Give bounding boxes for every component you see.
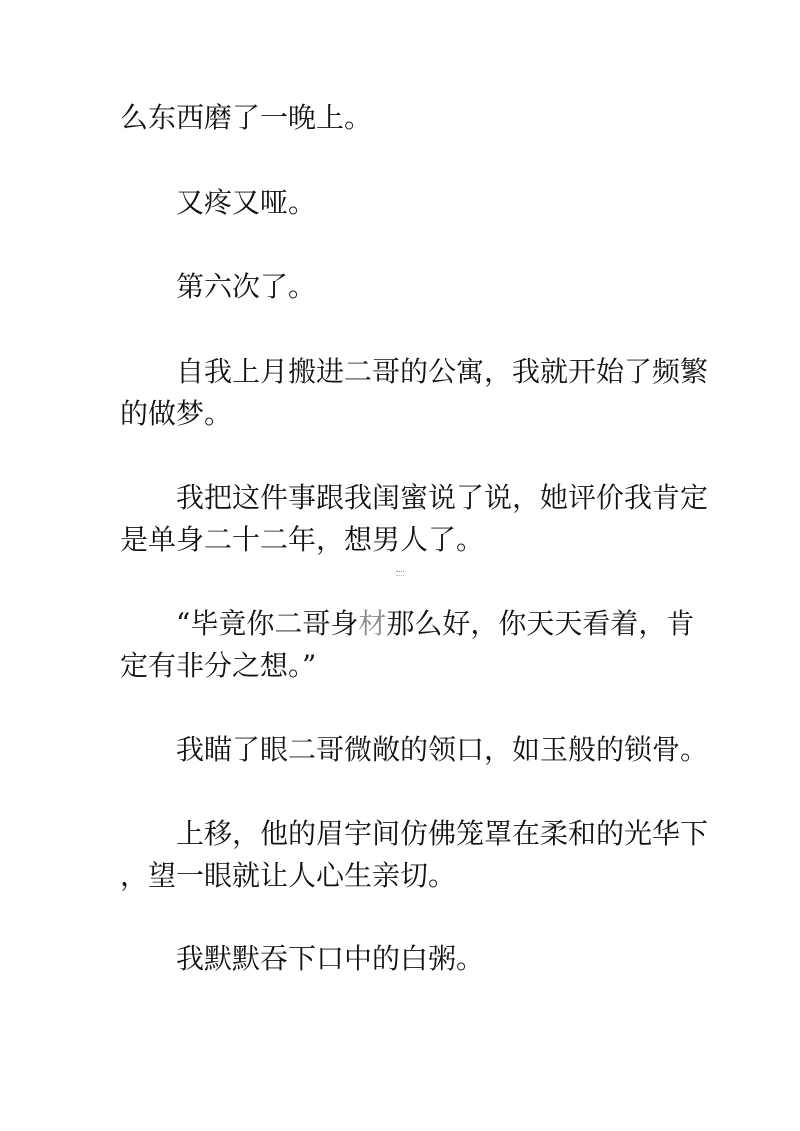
paragraph-line <box>176 607 694 641</box>
faded-character: 材 <box>358 607 387 640</box>
paragraph-line: 我瞄了眼二哥微敞的领口，如玉般的锁骨。 <box>176 733 709 766</box>
paragraph-line: 是单身二十二年，想男人了。 <box>120 523 485 556</box>
scan-artifact <box>396 571 404 576</box>
paragraph-line: 我把这件事跟我闺蜜说了说，她评价我肯定 <box>176 481 709 514</box>
paragraph-line: 我默默吞下口中的白粥。 <box>176 942 485 975</box>
paragraph-line: 上移，他的眉宇间仿佛笼罩在柔和的光华下 <box>176 817 709 850</box>
paragraph-line: 第六次了。 <box>176 270 317 303</box>
paragraph-line: ，望一眼就让人心生亲切。 <box>120 859 457 892</box>
paragraph-line: 又疼又哑。 <box>176 186 317 219</box>
paragraph-line: 自我上月搬进二哥的公寓，我就开始了频繁 <box>176 355 709 388</box>
line-text-segment: 那么好，你天天看着，肯 <box>386 607 695 640</box>
paragraph-line: 么东西磨了一晚上。 <box>120 101 373 134</box>
paragraph-line: 定有非分之想。” <box>120 649 317 682</box>
line-text-segment: “毕竟你二哥身 <box>176 607 359 640</box>
paragraph-line: 的做梦。 <box>120 397 233 430</box>
